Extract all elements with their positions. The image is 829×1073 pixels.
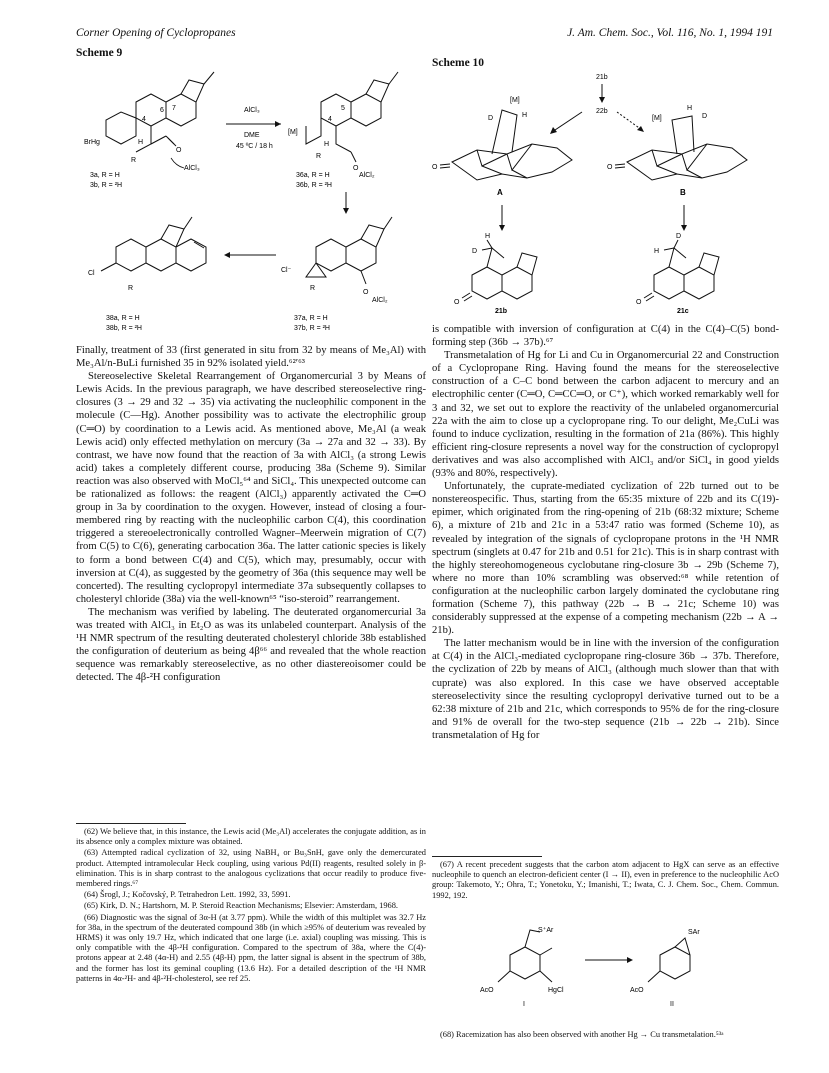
fn67-sar-plus: S⁺Ar (538, 927, 554, 934)
running-header-left: Corner Opening of Cyclopropanes (76, 27, 236, 39)
scheme-9-alcl2: AlCl₂ (359, 172, 375, 179)
footnote-68-text: (68) Racemization has also been observed with another Hg → Cu transmetalation.⁵³ᵃ (440, 1030, 724, 1039)
scheme-10-21b-d: D (472, 248, 478, 255)
fn67-sar: SAr (688, 929, 700, 936)
scheme-9-c7-locant: 7 (172, 105, 176, 112)
scheme-9-label-36b: 36b, R = ²H (296, 182, 332, 189)
scheme-9-lewis-acid: AlCl₃ (184, 165, 200, 172)
running-header-right: J. Am. Chem. Soc., Vol. 116, No. 1, 1994 191 (567, 27, 773, 39)
fn67-aco-left: AcO (480, 987, 494, 994)
scheme-10-b-d: D (702, 113, 708, 120)
footnote-66: (66) Diagnostic was the signal of 3α-H (at 3.77 ppm). While the width of this multiplet was 32.7 Hz for 38a, in the spectrum of the deuterated compound 38b (in which ≥95% of deuterium was revealed by HRMS) it was only 19.7 Hz, which indicated that one large (i.e. axial) coupling was missing. This is only compatible with the 4β-²H configuration. Compared to the spectrum of 38a, where the C(4)-protons appear at 2.48 (4α-H) and 2.55 (4β-H) ppm, the latter signal is absent in the spectrum of 38b, and the former has lost its geminal coupling (13.6 Hz). For a detailed description of the ¹H NMR patterns in 4α-²H- and 4β-²H-cholesterol, see ref 25. (76, 912, 426, 983)
scheme-10-a-o: O (432, 164, 438, 171)
footnote-67 (432, 860, 779, 902)
scheme-9-label-38a: 38a, R = H (106, 315, 140, 322)
scheme-10-21c-d: D (676, 233, 682, 240)
scheme-9-chloride-ion: Cl⁻ (281, 267, 292, 274)
scheme-10-title: Scheme 10 (432, 57, 485, 69)
footnote-62: (62) We believe that, in this instance, the Lewis acid (Me₃Al) accelerates the conjugate addition, as in its absence only a complex mixture was obtained. (76, 827, 426, 847)
scheme-9-product-r: R (316, 153, 322, 160)
scheme-10-21b-o: O (454, 299, 460, 306)
fn67-label-i: I (523, 1001, 525, 1008)
scheme-9-solvent: DME (244, 132, 260, 139)
scheme-9-metal: [M] (288, 129, 298, 136)
scheme-9-cyc-alcl2: AlCl₂ (372, 297, 388, 304)
scheme-9-chol-r: R (128, 285, 134, 292)
footnote-64: (64) Šrogl, J.; Kočovský, P. Tetrahedron Lett. 1992, 33, 5991. (84, 890, 291, 900)
paragraph-transmetalation: Transmetalation of Hg for Li and Cu in Organomercurial 22 and Construction of a Cyclopropane Ring. Having found the means for the stereoselective construction of a C–C bond between the carbon adjacent to mercury and an electrophilic center (C═O, C═CC═O, or C⁺), which worked remarkably well for 3 and 32, we set out to explore the reactivity of the unlabeled organomercurial 22a with the aim to close up a cyclopropane ring. To our delight, Me₂CuLi was found to induce cyclization, resulting in the formation of 21a (86%). This highly efficient ring-closure represents a novel way for the construction of cyclopropyl derivatives and was also accomplished with AlCl₃ and/or SiCl₄ in good yields (93% and 80%, respectively). (432, 350, 779, 480)
scheme-10-a-d: D (488, 115, 494, 122)
scheme-10-label-a: A (497, 188, 503, 197)
scheme-9-title: Scheme 9 (76, 47, 123, 59)
scheme-9-brhg: BrHg (84, 139, 100, 146)
footnotes-left (76, 827, 426, 985)
scheme-9-chloride: Cl (88, 270, 95, 277)
scheme-9-label-37a: 37a, R = H (294, 315, 328, 322)
scheme-10-start-label: 21b (596, 74, 608, 81)
fn67-hgcl: HgCl (548, 987, 564, 994)
left-column (76, 344, 426, 684)
paragraph-latter-mechanism: The latter mechanism would be in line with the inversion of the configuration at C(4) in the AlCl₃-mediated cyclopropane ring-closure 36b → 37b. Therefore, the cyclization of 22b by means of AlCl₃ (although much slower than that with cuprate) was also explored. In this case we have observed acceptable stereoselectivity since the resulting cyclopropyl derivative turned out to be a 62:38 mixture of 21b and 21c, which corresponds to 95% de for the ring-closure and 91% de overall for the two-step sequence (21b → 22b → 21b). Since transmetalation of Hg for (432, 638, 779, 741)
scheme-9-reagent: AlCl₃ (244, 107, 260, 114)
footnote-68 (432, 1030, 779, 1041)
scheme-9-product-locant-4: 4 (328, 116, 332, 123)
scheme-10-b-h: H (687, 105, 693, 112)
footnote-67-scheme (470, 920, 730, 1010)
scheme-9-h-atom: H (138, 139, 144, 146)
scheme-9-cyc-o: O (363, 289, 369, 296)
scheme-9-product-h: H (324, 141, 330, 148)
scheme-9-label-3a: 3a, R = H (90, 172, 120, 179)
footnote-rule-right (432, 856, 542, 857)
scheme-10-a-h: H (522, 112, 528, 119)
scheme-9-label-38b: 38b, R = ²H (106, 325, 142, 332)
scheme-9-label-37b: 37b, R = ²H (294, 325, 330, 332)
footnote-67-text: (67) A recent precedent suggests that the carbon atom adjacent to HgX can serve as an effective nucleophile to quench an electron-deficient center (I → II), even in preference to the nucleophilic AcO group: Takemoto, Y.; Ohra, T.; Yonetoku, Y.; Imanishi, T.; Iwata, C. J. Chem. Soc., Chem. Commun. 1992, 192. (432, 860, 779, 900)
scheme-9-label-36a: 36a, R = H (296, 172, 330, 179)
scheme-9-label-3b: 3b, R = ²H (90, 182, 123, 189)
scheme-9-cyc-r: R (310, 285, 316, 292)
paragraph-finally: Finally, treatment of 33 (first generated in situ from 32 by means of Me₃Al) with Me₃Al/n-BuLi furnished 35 in 92% isolated yield.⁶²ʹ⁶³ (76, 345, 426, 370)
scheme-9-figure (76, 62, 426, 337)
fn67-label-ii: II (670, 1001, 674, 1008)
scheme-9-conditions: 45 ºC / 18 h (236, 143, 273, 150)
paragraph-labeling: The mechanism was verified by labeling. The deuterated organomercurial 3a was treated with AlCl₃ in Et₂O as was its unlabeled counterpart. Analysis of the ¹H NMR spectrum of the resulting deuterated cholesteryl chloride 38b established the configuration of deuterium as being 4β⁶⁶ and revealed that the whole reaction sequence was remarkably stereoselective, as no other diastereoisomer could be detected. The 4β-²H configuration (76, 606, 426, 684)
scheme-9-product-o: O (353, 165, 359, 172)
scheme-9-o-atom: O (176, 147, 182, 154)
footnote-63: (63) Attempted radical cyclization of 32, using NaBH₄ or Bu₃SnH, gave only the demercurated product. Attempted intramolecular Heck coupling, using various Pd(II) reagents, resulted solely in β-elimination. This is in sharp contrast to the analogous cyclizations that occur readily to produce five-membered rings.⁶⁷ (76, 848, 426, 889)
footnote-65: (65) Kirk, D. N.; Hartshorn, M. P. Steroid Reaction Mechanisms; Elsevier: Amsterdam, 1968. (84, 901, 399, 911)
scheme-10-a-metal: [M] (510, 97, 520, 104)
scheme-10-21b-h: H (485, 233, 491, 240)
scheme-10-21c-h: H (654, 248, 660, 255)
scheme-9-c6-locant: 6 (160, 107, 164, 114)
scheme-10-mid-label: 22b (596, 108, 608, 115)
scheme-10-b-metal: [M] (652, 115, 662, 122)
paragraph-unfortunately: Unfortunately, the cuprate-mediated cyclization of 22b turned out to be nonstereospecific. Thus, starting from the 65:35 mixture of 22b and its C(19)-epimer, which originated from the ring-opening of 21b (68:32 mixture; Scheme 6), a mixture of 21b and 21c in a 53:47 ratio was formed (Scheme 10), as revealed by integration of the signals of cyclopropane protons in the ¹H NMR spectrum (singlets at 0.47 for 21b and 0.51 for 21c). This is in sharp contrast with the highly stereohomogeneous cyclobutane ring-closure 3b → 29b (Scheme 7), where no more than 10% scrambling was observed:⁶⁸ while retention of configuration at the nucleophilic carbon largely dominated the cyclobutane ring formation (Scheme 7), this pathway (22b → B → 21c; Scheme 10) was considerably suppressed at the expense of a competing mechanism (22b → A → 21b). (432, 481, 779, 637)
scheme-9-product-locant-5: 5 (341, 105, 345, 112)
fn67-aco-right: AcO (630, 987, 644, 994)
scheme-10-b-o: O (607, 164, 613, 171)
scheme-10-label-b: B (680, 188, 686, 197)
scheme-10-21c-o: O (636, 299, 642, 306)
footnote-rule-left (76, 823, 186, 824)
paragraph-compatible: is compatible with inversion of configuration at C(4) in the C(4)–C(5) bond-forming step (36b → 37b).⁶⁷ (432, 324, 779, 349)
scheme-9-c4-locant: 4 (142, 116, 146, 123)
scheme-10-product-21b: 21b (495, 308, 508, 315)
scheme-9-r-atom: R (131, 157, 137, 164)
scheme-10-figure (432, 70, 777, 318)
scheme-10-product-21c: 21c (677, 308, 689, 315)
paragraph-lewis-acids: Stereoselective Skeletal Rearrangement of Organomercurial 3 by Means of Lewis Acids. In the previous paragraph, we have described stereoselective ring-closures (3 → 29 and 32 → 35) via activating the nucleophilic component in the molecule (C—Hg). Another possibility was to activate the electrophilic group (C═O) by coordination to a Lewis acid. As mentioned above, Me₃Al (a weak Lewis acid) only effected methylation on mercury (3a → 27a and 32 → 33). By contrast, we have now found that the reaction of 3a with AlCl₃ (a strong Lewis acid) takes a completely different course, producing 38a (Scheme 9). Similar reaction was also observed with MoCl₅⁶⁴ and SiCl₄. This unexpected outcome can be rationalized as follows: the reagent (AlCl₃) apparently activated the C═O group in 3a by coordination to the oxygen. However, instead of closing a four-membered ring by reacting with the nucleophilic carbon C(4), this coordination triggered a stereoelectronically controlled Wagner–Meerwein migration of C(7) from C(5) to C(6), generating carbocation 36a. The latter cationic species is likely to form a bond between C(4) and C(5), which may, presumably, occur with inversion at C(4), as suggested by the geometry of 36a (this sequence may well be concerted). The resulting cyclopropyl intermediate 37a subsequently collapses to cholesteryl chloride (38a) via the well-known⁶⁵ “iso-steroid” rearrangement. (76, 371, 426, 605)
right-column (432, 323, 779, 742)
